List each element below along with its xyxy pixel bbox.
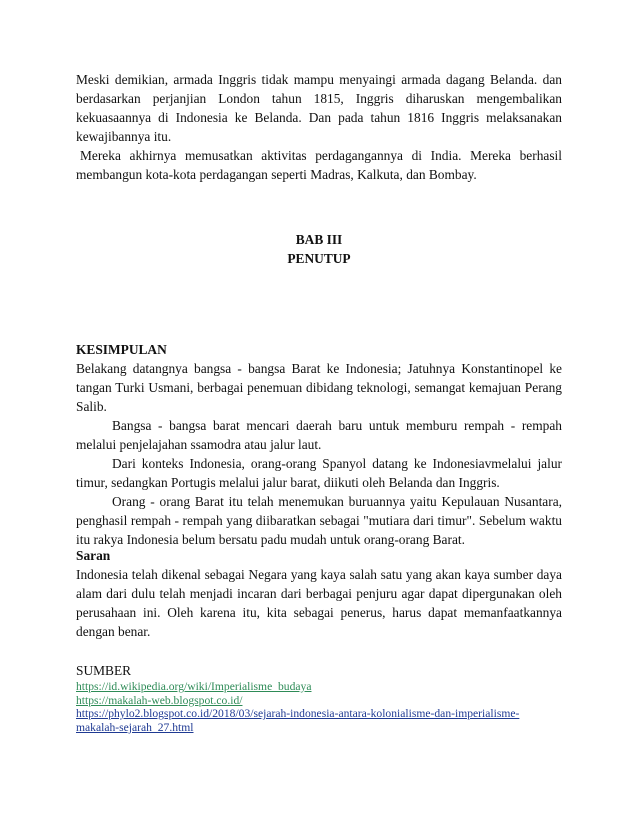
sumber-section [76,661,562,734]
source-link-wikipedia[interactable]: https://id.wikipedia.org/wiki/Imperialisme_budaya [76,680,312,693]
intro-paragraph-2: Mereka akhirnya memusatkan aktivitas perdagangannya di India. Mereka berhasil membangun kota-kota perdagangan seperti Madras, Kalkuta, dan Bombay. [76,148,562,182]
kesimpulan-paragraph-1: Belakang datangnya bangsa - bangsa Barat ke Indonesia; Jatuhnya Konstantinopel ke tangan Turki Usmani, berbagai penemuan dibidang teknologi, semangat kemajuan Perang Salib. [76,361,562,414]
kesimpulan-paragraph-4: Orang - orang Barat itu telah menemukan buruannya yaitu Kepulauan Nusantara, penghasil rempah - rempah yang diibaratkan sebagai "mutiara dari timur". Sebelum waktu itu rakya Indonesia belum bersatu padu mudah untuk orang-orang Barat. [76,494,562,547]
kesimpulan-paragraph-3: Dari konteks Indonesia, orang-orang Spanyol datang ke Indonesiavmelalui jalur timur, sedangkan Portugis melalui jalur barat, diikuti oleh Belanda dan Inggris. [76,456,562,490]
chapter-title: PENUTUP [287,251,351,266]
kesimpulan-heading: KESIMPULAN [76,342,167,357]
kesimpulan-paragraph-2: Bangsa - bangsa barat mencari daerah baru untuk memburu rempah - rempah melalui penjelajahan ssamodra atau jalur laut. [76,418,562,452]
kesimpulan-section [76,340,562,549]
intro-paragraph-1: Meski demikian, armada Inggris tidak mampu menyaingi armada dagang Belanda. dan berdasarkan perjanjian London tahun 1815, Inggris diharuskan mengembalikan kekuasaannya di Indonesia ke Belanda. Dan pada tahun 1816 Inggris melaksanakan kewajibannya itu. [76,72,562,144]
chapter-heading [76,230,562,268]
sumber-heading: SUMBER [76,663,132,678]
sumber-link-list [76,680,562,734]
source-link-phylo2[interactable]: https://phylo2.blogspot.co.id/2018/03/sejarah-indonesia-antara-kolonialisme-dan-imperialisme-makalah-sejarah_27.html [76,707,520,734]
saran-section [76,546,562,641]
chapter-number: BAB III [295,232,343,247]
source-link-makalah-web[interactable]: https://makalah-web.blogspot.co.id/ [76,693,243,707]
saran-paragraph: Indonesia telah dikenal sebagai Negara yang kaya salah satu yang akan kaya sumber daya alam dari dulu telah menjadi incaran dari berbagai penjuru agar dapat dipergunakan oleh perusahaan ini. Oleh karena itu, kita sebagai penerus, harus dapat memanfaatkannya dengan benar. [76,567,562,639]
intro-section [76,70,562,184]
saran-heading: Saran [76,548,111,563]
